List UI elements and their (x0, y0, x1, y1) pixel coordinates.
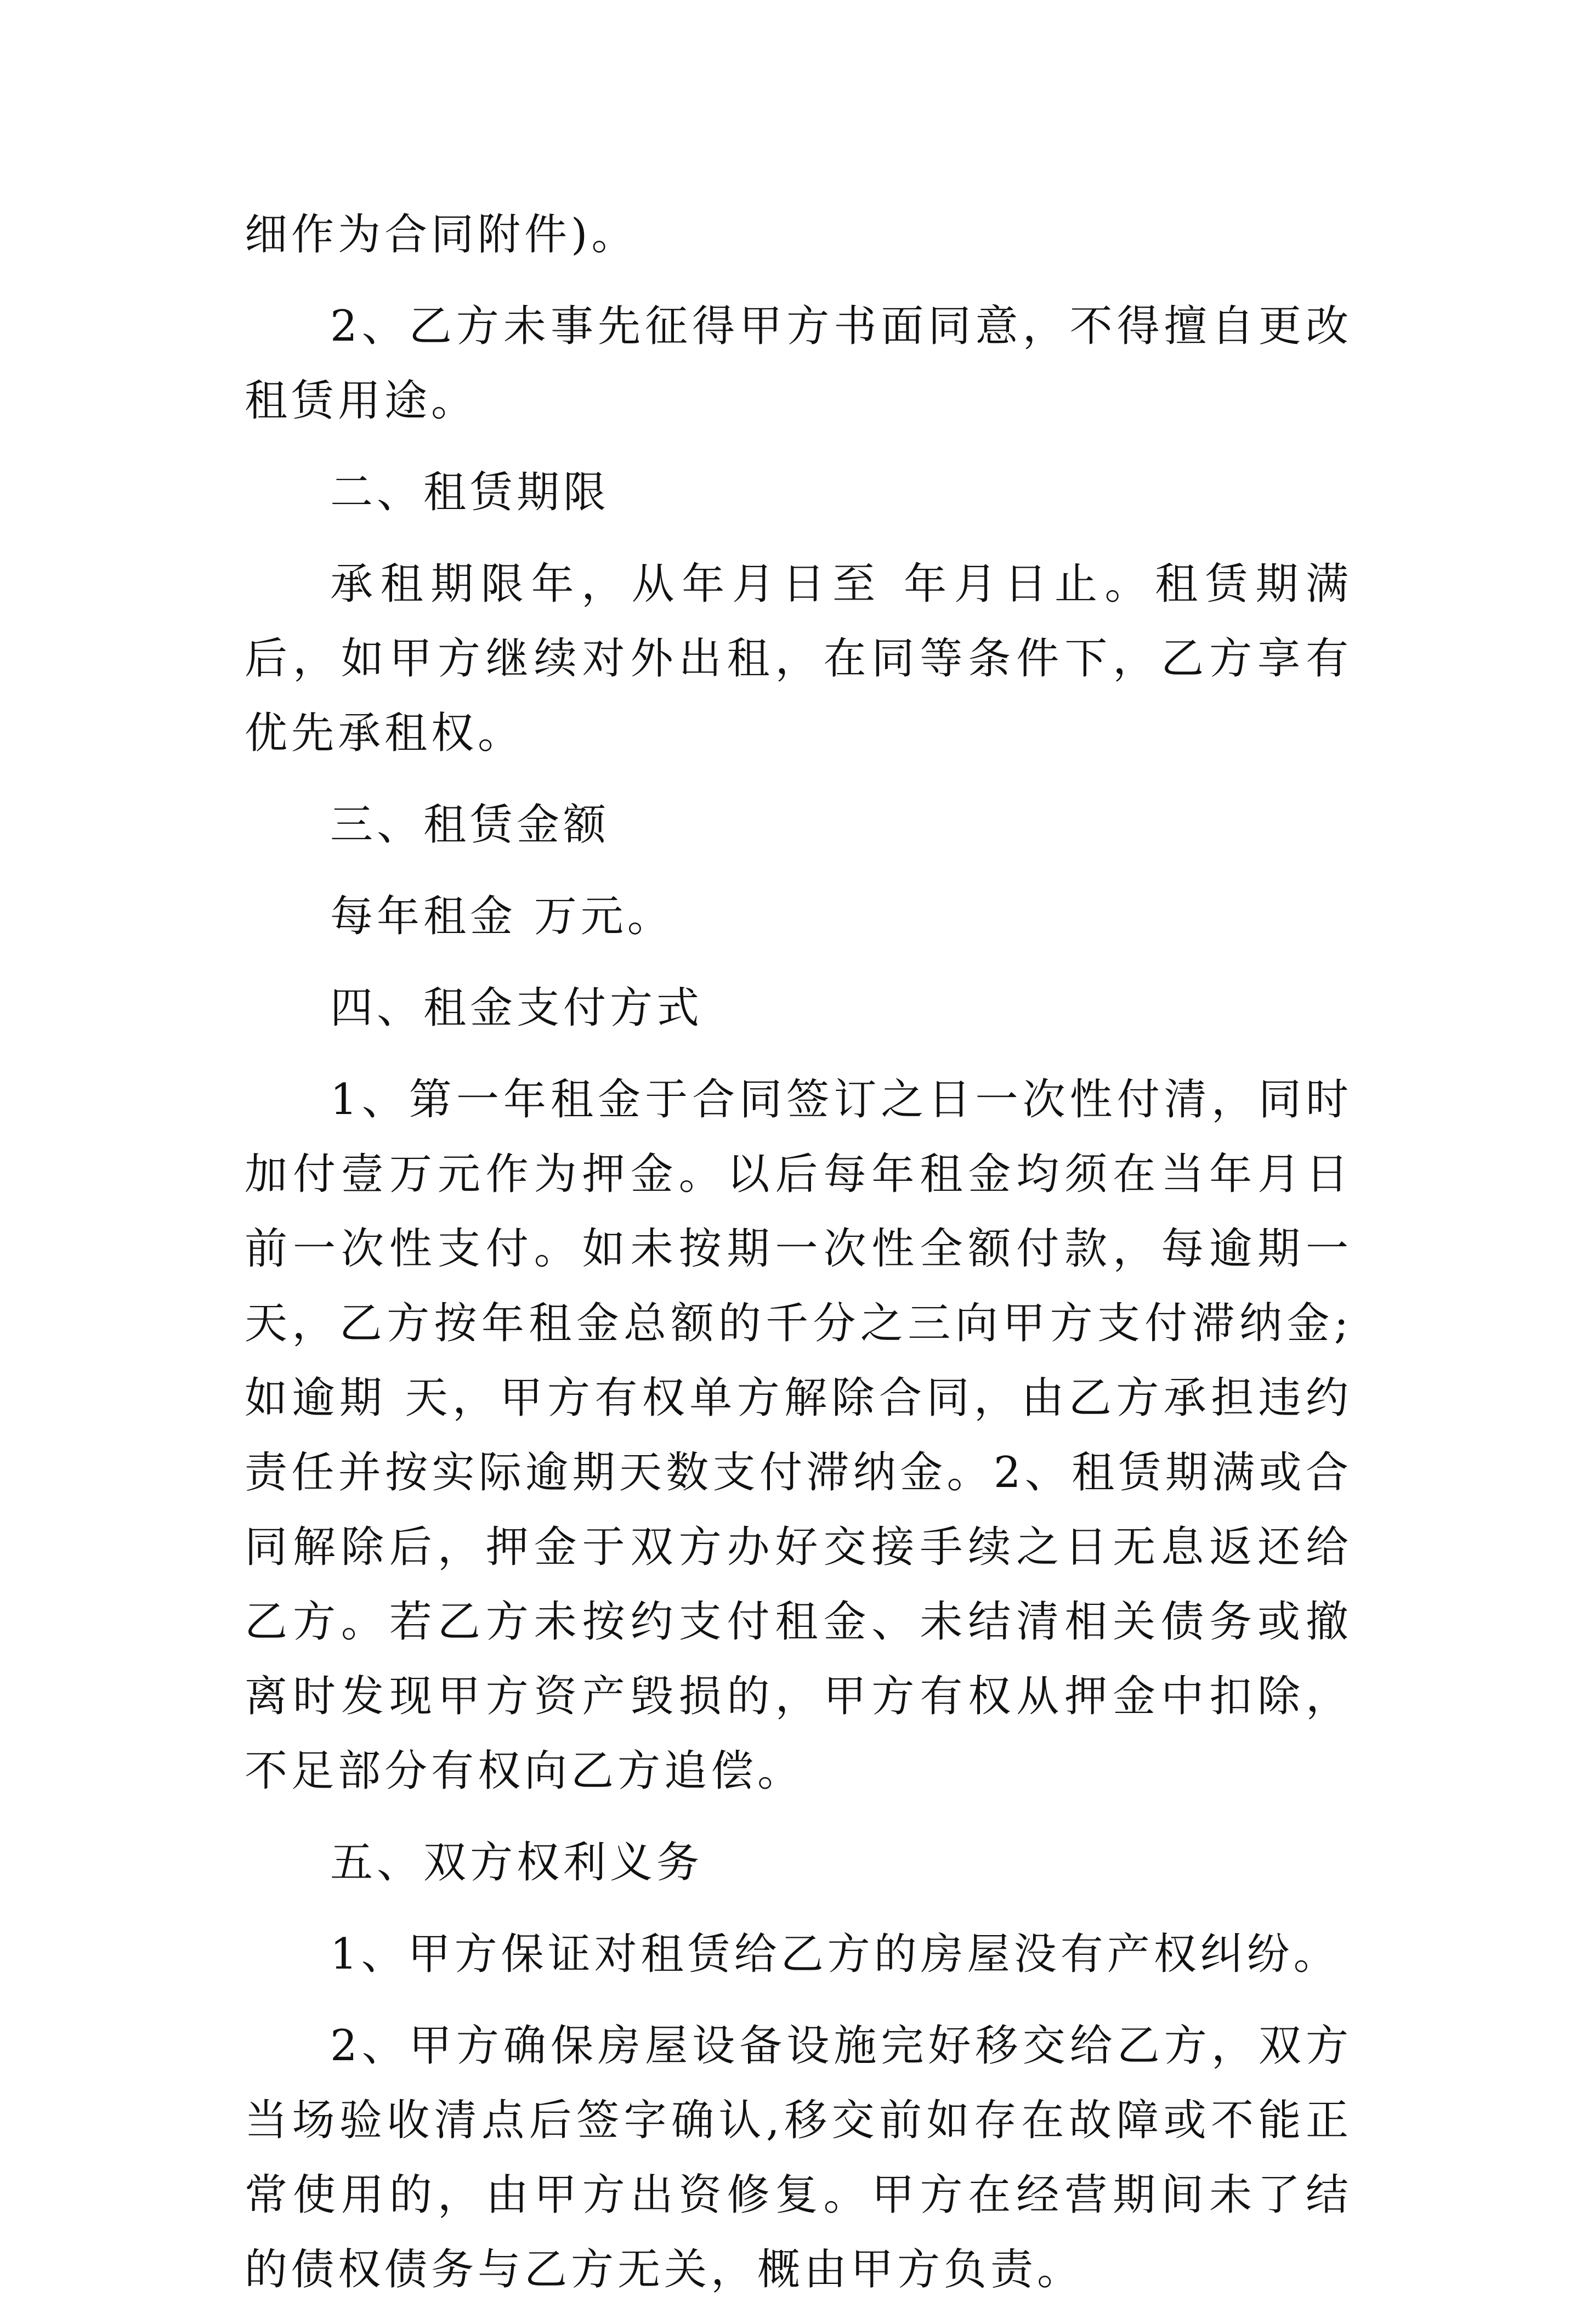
paragraph-ownership-guarantee: 1、甲方保证对租赁给乙方的房屋没有产权纠纷。 (330, 1930, 1340, 1979)
paragraph-attachment-note: 细作为合同附件)。 (245, 210, 638, 259)
paragraph-rent-amount: 每年租金 万元。 (330, 892, 674, 941)
paragraph-usage-change: 2、乙方未事先征得甲方书面同意，不得擅自更改租赁用途。 (245, 302, 1352, 426)
section-heading-rent-amount: 三、租赁金额 (330, 800, 610, 850)
section-heading-payment-method: 四、租金支付方式 (330, 983, 704, 1033)
section-heading-lease-term: 二、租赁期限 (330, 468, 610, 517)
document-body (245, 197, 1352, 2324)
paragraph-lease-term: 承租期限年，从年月日至 年月日止。租赁期满后，如甲方继续对外出租，在同等条件下，乙方享有优先承租权。 (245, 559, 1352, 758)
paragraph-payment-terms: 1、第一年租金于合同签订之日一次性付清，同时加付壹万元作为押金。以后每年租金均须在当年月日前一次性支付。如未按期一次性全额付款，每逾期一天，乙方按年租金总额的千分之三向甲方支付滞纳金;如逾期 天，甲方有权单方解除合同，由乙方承担违约责任并按实际逾期天数支付滞纳金。2、租赁期满或合同解除后，押金于双方办好交接手续之日无息返还给乙方。若乙方未按约支付租金、未结清相关债务或撤离时发现甲方资产毁损的，甲方有权从押金中扣除，不足部分有权向乙方追偿。 (245, 1075, 1352, 1796)
paragraph-facility-handover: 2、甲方确保房屋设备设施完好移交给乙方，双方当场验收清点后签字确认,移交前如存在故障或不能正常使用的，由甲方出资修复。甲方在经营期间未了结的债权债务与乙方无关，概由甲方负责。 (245, 2021, 1352, 2294)
section-heading-rights-obligations: 五、双方权利义务 (330, 1838, 704, 1887)
